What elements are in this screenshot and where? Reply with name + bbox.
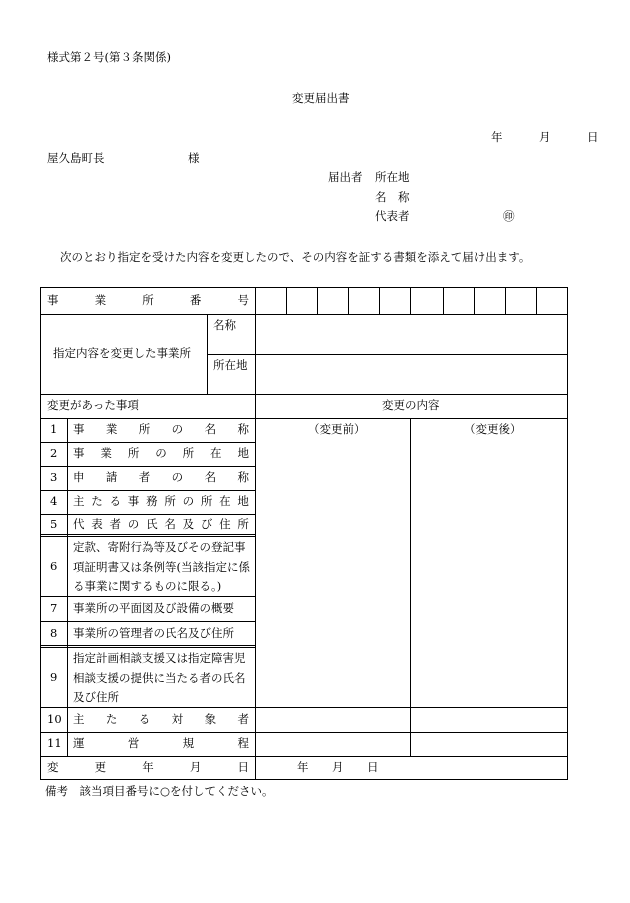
change-form-table	[40, 287, 568, 780]
office-number-label: 事 業 所 番 号	[47, 293, 249, 307]
item-label: 代 表 者 の 氏 名 及 び 住 所	[73, 517, 249, 531]
item-label: 運 営 規 程	[73, 736, 249, 750]
page-title: 変更届出書	[292, 91, 350, 105]
applicant-address-label: 所在地	[375, 170, 410, 184]
change-date-year: 年	[297, 760, 309, 774]
change-date-label: 変 更 年 月 日	[47, 760, 249, 774]
item-number: 3	[50, 470, 58, 484]
after-label: （変更後）	[464, 422, 522, 436]
item-number: 6	[50, 559, 58, 573]
item-number: 8	[50, 626, 58, 640]
honorific: 様	[188, 151, 200, 165]
date-year-label: 年	[491, 130, 503, 144]
office-name-label: 名称	[213, 318, 236, 332]
item-label: 主 た る 事 務 所 の 所 在 地	[73, 494, 249, 508]
item-label: 指定計画相談支援又は指定障害児相談支援の提供に当たる者の氏名及び住所	[73, 651, 246, 704]
intro-text: 次のとおり指定を受けた内容を変更したので、その内容を証する書類を添えて届け出ます。	[60, 250, 531, 264]
item-number: 4	[50, 494, 58, 508]
item-label: 事業所の管理者の氏名及び住所	[73, 626, 234, 640]
date-month-label: 月	[539, 130, 551, 144]
item-label: 事 業 所 の 名 称	[73, 422, 249, 436]
item-number: 10	[47, 712, 62, 726]
items-header: 変更があった事項	[47, 398, 139, 412]
item-label: 主 た る 対 象 者	[73, 712, 249, 726]
item-number: 5	[50, 517, 58, 531]
item-number: 1	[50, 422, 58, 436]
item-label: 事 業 所 の 所 在 地	[73, 446, 249, 460]
applicant-label: 届出者	[328, 170, 363, 184]
item-number: 2	[50, 446, 58, 460]
applicant-name-label: 名 称	[375, 190, 410, 204]
item-number: 11	[47, 736, 62, 750]
item-label: 申 請 者 の 名 称	[73, 470, 249, 484]
change-date-month: 月	[332, 760, 344, 774]
seal-mark: ㊞	[503, 209, 515, 223]
item-label: 定款、寄附行為等及びその登記事項証明書又は条例等(当該指定に係る事業に関するものに限る。)	[73, 540, 250, 593]
remarks: 備考 該当項目番号に○を付してください。	[45, 784, 274, 798]
changed-office-label: 指定内容を変更した事業所	[53, 346, 191, 360]
item-number: 7	[50, 601, 58, 615]
change-date-day: 日	[367, 760, 379, 774]
addressee: 屋久島町長	[47, 151, 105, 165]
date-day-label: 日	[587, 130, 599, 144]
office-address-label: 所在地	[213, 358, 248, 372]
applicant-rep-label: 代表者	[375, 209, 410, 223]
form-id: 様式第２号(第３条関係)	[47, 50, 171, 64]
before-label: （変更前）	[308, 422, 366, 436]
content-header: 変更の内容	[382, 398, 440, 412]
item-label: 事業所の平面図及び設備の概要	[73, 601, 234, 615]
item-number: 9	[50, 670, 58, 684]
